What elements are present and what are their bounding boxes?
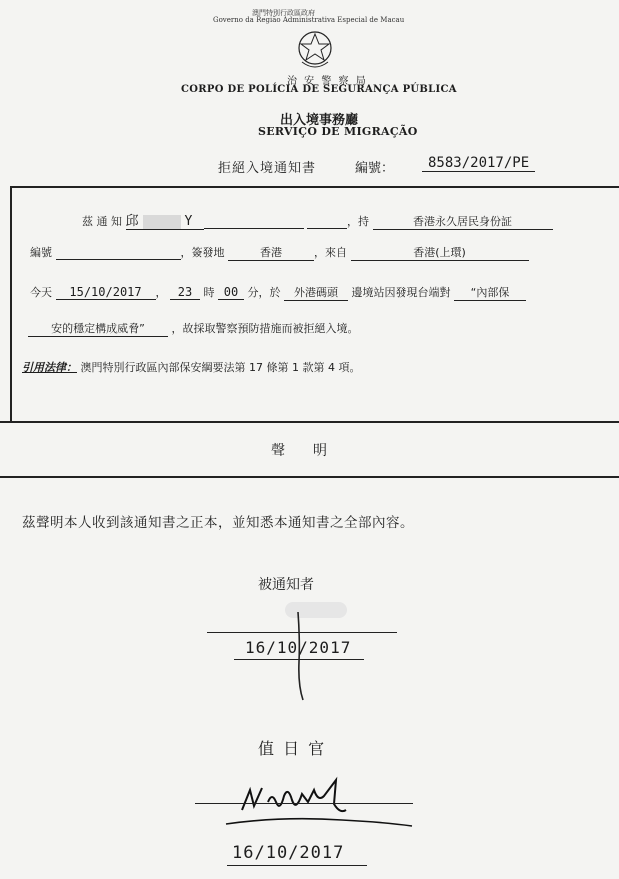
- signature-stroke-icon: [290, 610, 310, 702]
- law-text: 澳門特別行政區內部保安綱要法第 17 條第 1 款第 4 項。: [80, 361, 361, 374]
- law-label: 引用法律：: [22, 361, 77, 374]
- notice-title: 拒絕入境通知書: [218, 161, 317, 176]
- form-box-bottom-border: [0, 421, 619, 423]
- notified-person-label: 被通知者: [258, 577, 314, 593]
- today-label: 今天: [30, 286, 52, 299]
- date-field: 15/10/2017: [56, 285, 156, 300]
- hour-label: 時: [203, 286, 215, 299]
- hour-field: 23: [170, 285, 200, 300]
- form-box-top-border: [10, 186, 619, 188]
- reason-part-2: 安的穩定構成威脅”: [28, 320, 168, 337]
- form-row-date: 今天 15/10/2017 ， 23 時 00 分，於 外港碼頭 邊境站因發現台端對 “內部保: [30, 284, 526, 301]
- declaration-heading: 聲 明: [271, 443, 327, 459]
- form-row-reason: [28, 320, 359, 337]
- declaration-text: 茲聲明本人收到該通知書之正本，並知悉本通知書之全部內容。: [22, 515, 414, 531]
- notified-name: 邱: [125, 214, 139, 229]
- government-name-portuguese: Governo da Região Administrativa Especial de Macau: [213, 16, 405, 24]
- holder-label: ，持: [347, 215, 369, 228]
- notified-blank-2: [307, 215, 347, 229]
- from-place-field: 香港(上環): [351, 244, 529, 261]
- police-emblem-icon: [296, 28, 334, 72]
- reason-part-1: “內部保: [454, 284, 526, 301]
- officer-date-line: [227, 865, 367, 866]
- issue-place-label: ，簽發地: [180, 246, 225, 259]
- notified-name-field: [126, 210, 204, 230]
- form-row-law: [22, 359, 360, 375]
- consequence-text: ，故採取警察預防措施而被拒絕入境。: [171, 322, 359, 335]
- id-type-field: 香港永久居民身份証: [373, 213, 553, 230]
- minute-field: 00: [218, 285, 244, 300]
- form-row-id: [30, 244, 529, 261]
- id-number-field: [56, 246, 181, 260]
- id-number-label: 編號: [30, 246, 52, 259]
- notified-name-suffix: Y: [184, 214, 193, 229]
- notice-number: 8583/2017/PE: [422, 155, 535, 172]
- notice-number-label: 編號：: [355, 161, 395, 176]
- declaration-divider: [0, 476, 619, 478]
- government-name-chinese: 澳門特別行政區政府: [252, 9, 315, 17]
- form-row-notified: [82, 210, 553, 230]
- police-name-portuguese: CORPO DE POLÍCIA DE SEGURANÇA PÚBLICA: [181, 84, 457, 95]
- from-label: ，來自: [314, 246, 347, 259]
- notified-blank-1: [204, 215, 304, 229]
- name-redaction: [143, 215, 181, 229]
- form-box-left-border: [10, 186, 12, 422]
- issue-place-field: 香港: [228, 244, 314, 261]
- place-field: 外港碼頭: [284, 284, 348, 301]
- service-name-portuguese: SERVIÇO DE MIGRAÇÃO: [258, 125, 418, 138]
- service-name-chinese: 出入境事務廳: [280, 113, 359, 128]
- notified-date: 16/10/2017: [245, 638, 352, 657]
- reason-intro: 邊境站因發現台端對: [351, 286, 451, 299]
- police-name-chinese: 治 安 警 察 局: [287, 76, 368, 87]
- notified-label: 茲 通 知: [82, 215, 122, 228]
- officer-signature-line: [195, 803, 413, 804]
- minute-label: 分，於: [247, 286, 281, 299]
- duty-officer-label: 值 日 官: [258, 739, 327, 758]
- officer-date: 16/10/2017: [232, 843, 345, 863]
